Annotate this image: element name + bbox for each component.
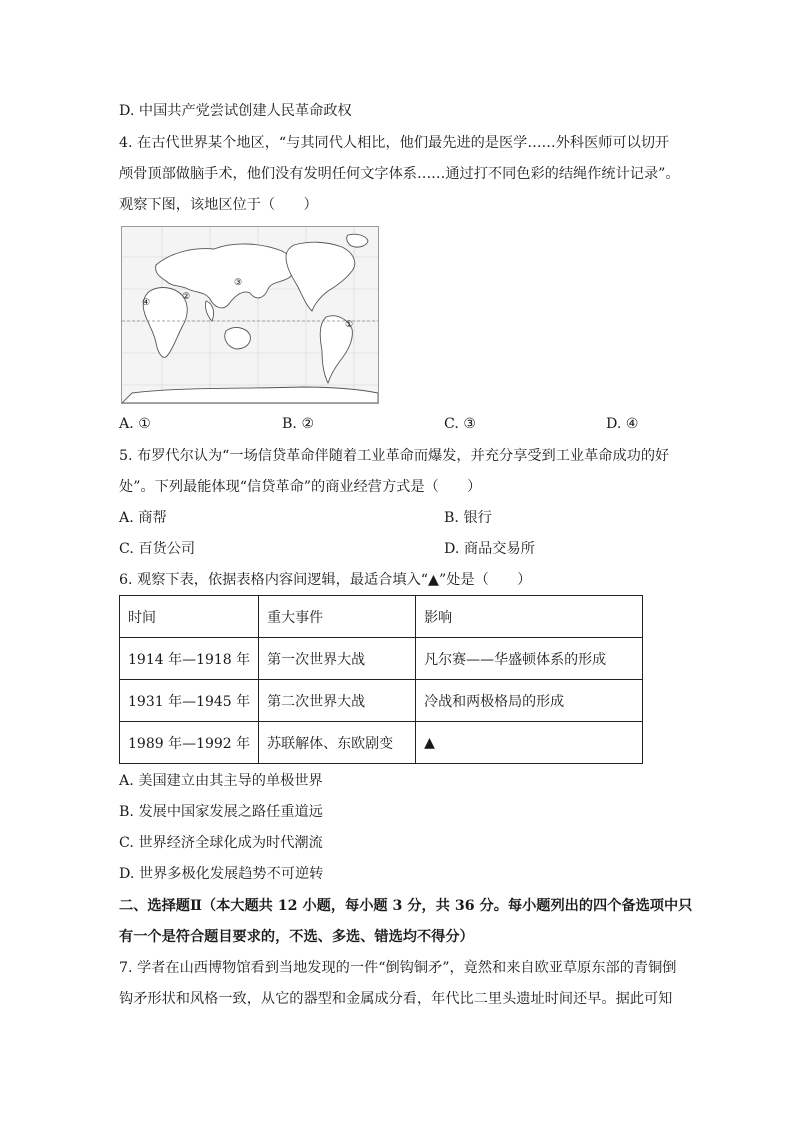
q7-stem-line-1: 7. 学者在山西博物馆看到当地发现的一件“倒钩铜矛”，竟然和来自欧亚草原东部的青铜倒 (119, 960, 677, 976)
table-cell: 凡尔赛——华盛顿体系的形成 (416, 638, 643, 680)
table-header-cell: 重大事件 (259, 596, 416, 638)
table-cell: 苏联解体、东欧剧变 (259, 722, 416, 764)
q4-stem-line-3: 观察下图，该地区位于（ ） (119, 197, 318, 213)
q4-stem-line-2: 颅骨顶部做脑手术，他们没有发明任何文字体系……通过打不同色彩的结绳作统计记录”。 (119, 166, 680, 182)
q6-stem: 6. 观察下表，依据表格内容间逻辑，最适合填入“▲”处是（ ） (119, 572, 532, 588)
q3-option-d: D. 中国共产党尝试创建人民革命政权 (119, 103, 352, 119)
q6-option-c: C. 世界经济全球化成为时代潮流 (119, 835, 323, 851)
world-map-image (121, 226, 379, 404)
table-cell: ▲ (416, 722, 643, 764)
q6-option-b: B. 发展中国家发展之路任重道远 (119, 804, 323, 820)
map-marker-4: ④ (142, 298, 151, 308)
q5-option-a: A. 商帮 (119, 510, 167, 526)
table-header-row (120, 596, 643, 638)
table-cell: 1989 年—1992 年 (120, 722, 259, 764)
q6-option-a: A. 美国建立由其主导的单极世界 (119, 773, 323, 789)
table-header-cell: 时间 (120, 596, 259, 638)
q4-option-d: D. ④ (606, 416, 639, 432)
map-marker-2: ② (182, 292, 191, 302)
section-2-heading-line-2: 有一个是符合题目要求的，不选、多选、错选均不得分） (119, 929, 474, 945)
table-header-cell: 影响 (416, 596, 643, 638)
table-cell: 1914 年—1918 年 (120, 638, 259, 680)
map-marker-3: ③ (234, 278, 243, 288)
table-row (120, 638, 643, 680)
table-cell: 冷战和两极格局的形成 (416, 680, 643, 722)
q5-option-c: C. 百货公司 (119, 541, 196, 557)
q5-stem-line-1: 5. 布罗代尔认为“一场信贷革命伴随着工业革命而爆发，并充分享受到工业革命成功的好 (119, 448, 670, 464)
q5-option-d: D. 商品交易所 (444, 541, 535, 557)
q7-stem-line-2: 钩矛形状和风格一致，从它的器型和金属成分看，年代比二里头遗址时间还早。据此可知 (119, 991, 673, 1007)
table-row (120, 680, 643, 722)
events-table (119, 595, 643, 764)
world-map-drawing (122, 227, 378, 403)
section-2-heading-line-1: 二、选择题Ⅱ（本大题共 12 小题，每小题 3 分，共 36 分。每小题列出的四个备选项中只 (119, 898, 693, 914)
table-cell: 第一次世界大战 (259, 638, 416, 680)
table-row (120, 722, 643, 764)
q4-stem-line-1: 4. 在古代世界某个地区，“与其同代人相比，他们最先进的是医学……外科医师可以切开 (119, 135, 670, 151)
table-cell: 第二次世界大战 (259, 680, 416, 722)
q5-stem-line-2: 处”。下列最能体现“信贷革命”的商业经营方式是（ ） (119, 479, 482, 495)
q4-option-b: B. ② (282, 416, 315, 432)
q4-option-c: C. ③ (444, 416, 477, 432)
q4-option-a: A. ① (119, 416, 151, 432)
q6-option-d: D. 世界多极化发展趋势不可逆转 (119, 866, 324, 882)
q5-option-b: B. 银行 (444, 510, 492, 526)
map-marker-1: ① (345, 320, 354, 330)
table-cell: 1931 年—1945 年 (120, 680, 259, 722)
